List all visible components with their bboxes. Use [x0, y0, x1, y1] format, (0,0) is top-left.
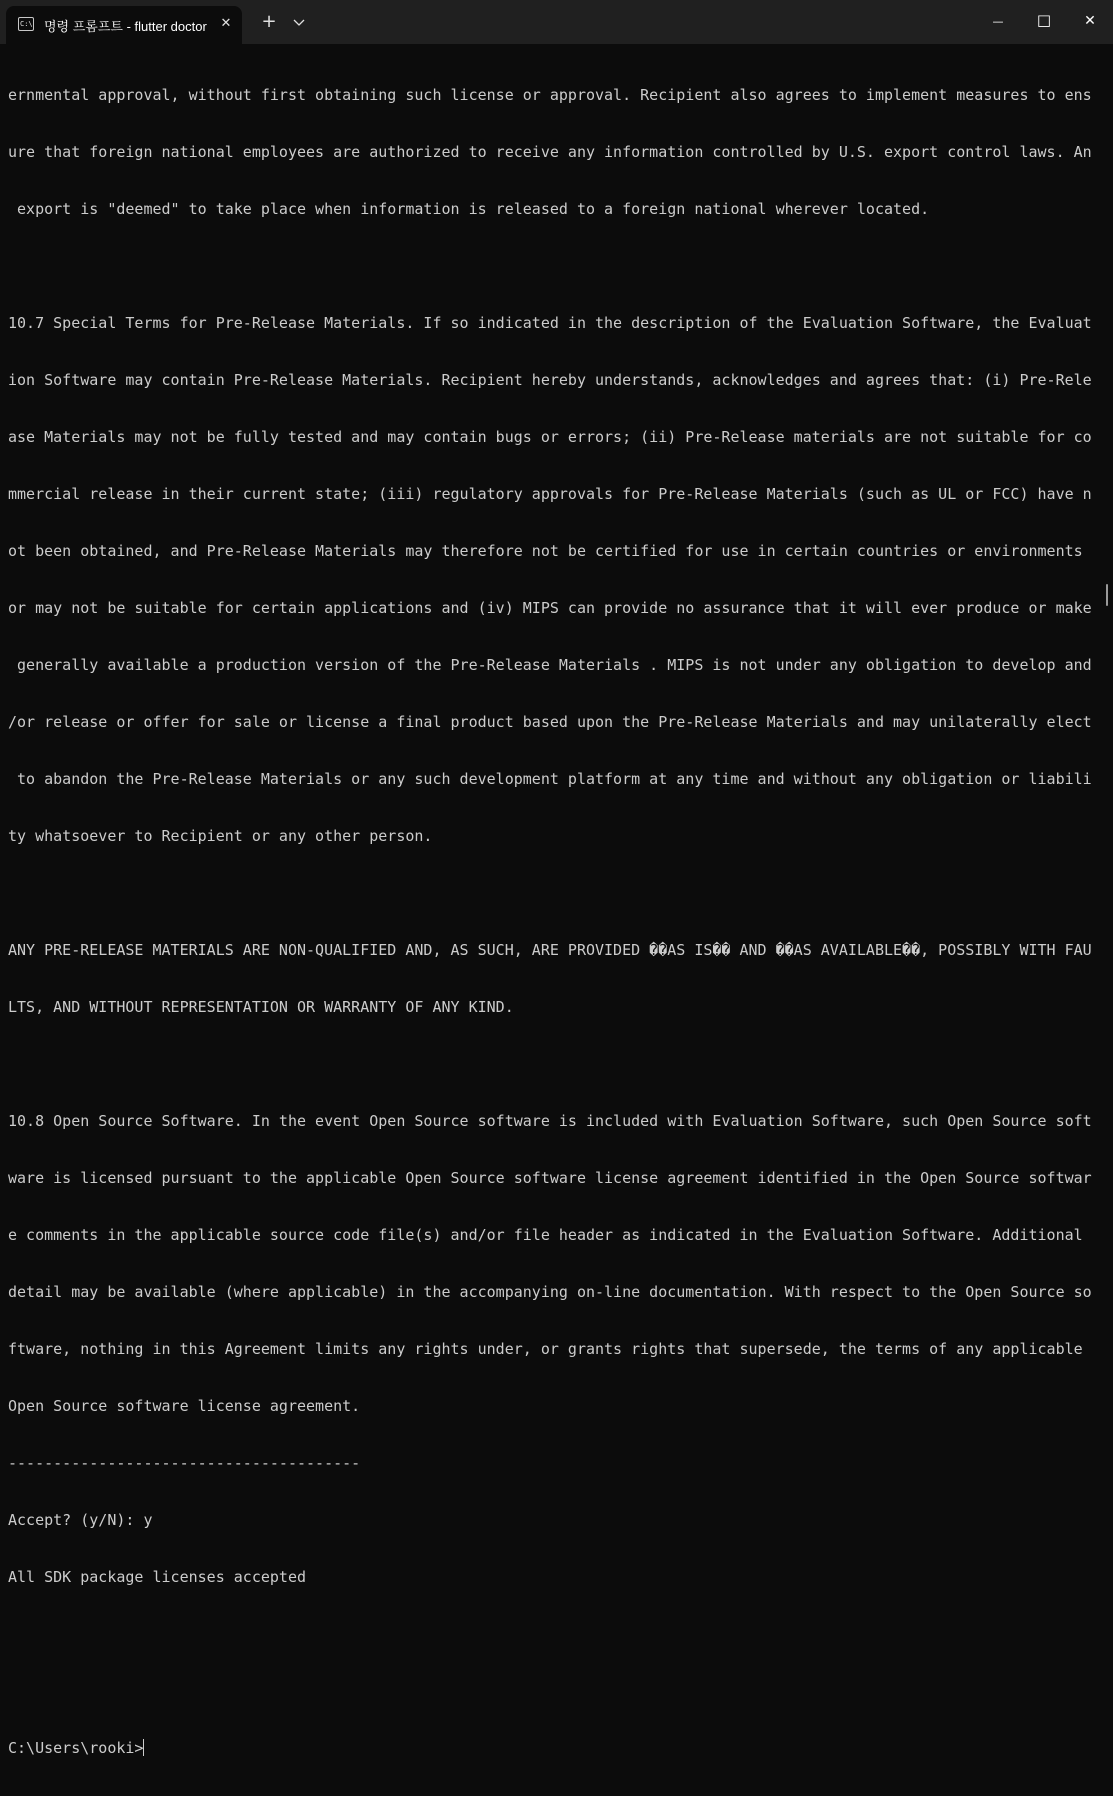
terminal-line: export is "deemed" to take place when information is released to a foreign national wherever located.: [8, 200, 930, 218]
terminal-line: [8, 1682, 1103, 1701]
terminal-line: Open Source software license agreement.: [8, 1397, 361, 1415]
command-prompt-line[interactable]: [8, 1739, 1103, 1758]
close-window-button[interactable]: [1067, 0, 1113, 40]
terminal-line: to abandon the Pre-Release Materials or any such development platform at any time and without any obligation or liabili: [8, 770, 1092, 788]
title-bar: [0, 0, 1113, 44]
terminal-line: ty whatsoever to Recipient or any other person.: [8, 827, 433, 845]
terminal-line: All SDK package licenses accepted: [8, 1568, 307, 1586]
terminal-line: [8, 1055, 1103, 1074]
terminal-line: LTS, AND WITHOUT REPRESENTATION OR WARRANTY OF ANY KIND.: [8, 998, 514, 1016]
terminal-line: ernmental approval, without first obtaining such license or approval. Recipient also agrees to implement measures to ens: [8, 86, 1092, 104]
terminal-line: [8, 884, 1103, 903]
terminal-line: e comments in the applicable source code file(s) and/or file header as indicated in the Evaluation Software. Additional: [8, 1226, 1083, 1244]
terminal-line: ot been obtained, and Pre-Release Materials may therefore not be certified for use in certain countries or environments: [8, 542, 1083, 560]
terminal-line: mmercial release in their current state; (iii) regulatory approvals for Pre-Release Materials (such as UL or FCC) have n: [8, 485, 1092, 503]
prompt-text: C:\Users\rooki>: [8, 1739, 144, 1757]
text-cursor: [143, 1739, 144, 1756]
terminal-line: ftware, nothing in this Agreement limits any rights under, or grants rights that supersede, the terms of any applicable: [8, 1340, 1083, 1358]
terminal-icon: C:\: [18, 17, 34, 31]
terminal-line: Accept? (y/N): y: [8, 1511, 153, 1529]
terminal-line: ure that foreign national employees are authorized to receive any information controlled by U.S. export control laws. An: [8, 143, 1092, 161]
terminal-line: /or release or offer for sale or license a final product based upon the Pre-Release Materials and may unilaterally elect: [8, 713, 1092, 731]
maximize-icon: □: [1036, 11, 1052, 29]
chevron-down-icon[interactable]: [290, 14, 308, 32]
minimize-button[interactable]: [975, 0, 1021, 40]
terminal-line: generally available a production version of the Pre-Release Materials . MIPS is not under any obligation to develop and: [8, 656, 1092, 674]
new-tab-button[interactable]: +: [261, 11, 277, 32]
terminal-line: ---------------------------------------: [8, 1454, 361, 1472]
terminal-line: detail may be available (where applicable) in the accompanying on-line documentation. With respect to the Open Source so: [8, 1283, 1092, 1301]
terminal-line: ase Materials may not be fully tested and may contain bugs or errors; (ii) Pre-Release materials are not suitable for co: [8, 428, 1092, 446]
terminal-line: [8, 1625, 1103, 1644]
terminal-line: [8, 257, 1103, 276]
terminal-line: 10.8 Open Source Software. In the event Open Source software is included with Evaluation Software, such Open Source soft: [8, 1112, 1092, 1130]
tab-command-prompt[interactable]: [6, 6, 242, 44]
terminal-line: ANY PRE-RELEASE MATERIALS ARE NON-QUALIFIED AND, AS SUCH, ARE PROVIDED ��AS IS�� AND ��AS AVAILABLE��, POSSIBLY WITH FAU: [8, 941, 1092, 959]
tab-title: 명령 프롬프트 - flutter doctor: [44, 19, 207, 34]
terminal-output[interactable]: [8, 48, 1103, 1796]
terminal-line: ion Software may contain Pre-Release Materials. Recipient hereby understands, acknowledges and agrees that: (i) Pre-Rele: [8, 371, 1092, 389]
terminal-line: or may not be suitable for certain applications and (iv) MIPS can provide no assurance that it will ever produce or make: [8, 599, 1092, 617]
minimize-icon: —: [992, 15, 1004, 28]
maximize-button[interactable]: [1021, 0, 1067, 40]
terminal-line: 10.7 Special Terms for Pre-Release Materials. If so indicated in the description of the Evaluation Software, the Evaluat: [8, 314, 1092, 332]
close-icon: ✕: [1084, 13, 1096, 29]
scrollbar-thumb[interactable]: [1106, 584, 1108, 606]
close-tab-button[interactable]: ✕: [220, 16, 232, 31]
terminal-line: ware is licensed pursuant to the applicable Open Source software license agreement identified in the Open Source softwar: [8, 1169, 1092, 1187]
